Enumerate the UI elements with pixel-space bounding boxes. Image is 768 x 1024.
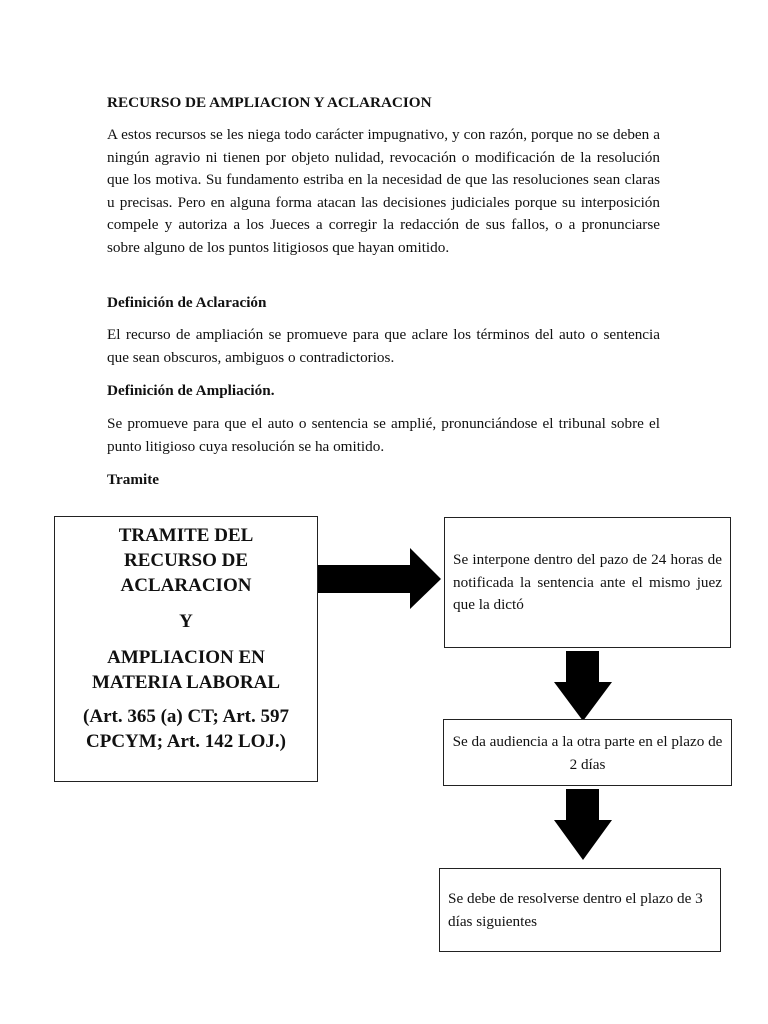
down-arrow-icon — [553, 651, 613, 722]
main-box-line4: Y — [179, 611, 193, 632]
flow-step-1 — [444, 517, 731, 648]
aclaracion-paragraph: El recurso de ampliación se promueve para que aclare los términos del auto o sentencia que sean obscuros, ambiguos o contradictorios. — [107, 326, 660, 366]
flow-step-3-text: Se debe de resolverse dentro el plazo de 3 días siguientes — [448, 890, 703, 930]
flow-step-1-text: Se interpone dentro del pazo de 24 horas de notificada la sentencia ante el mismo juez que la dictó — [453, 551, 722, 614]
main-box-line7: (Art. 365 (a) CT; Art. 597 — [83, 706, 289, 727]
main-box-line2: RECURSO DE — [123, 550, 249, 571]
flow-step-2-text: Se da audiencia a la otra parte en el plazo de 2 días — [452, 733, 723, 773]
main-box-line5: AMPLIACION EN — [107, 647, 265, 668]
intro-paragraph: A estos recursos se les niega todo carácter impugnativo, y con razón, porque no se deben a ningún agravio ni tienen por objeto nulidad, revocación o modificación de la resolución que los motiva. Su fundamento estriba en la necesidad de que las resoluciones sean claras u precisas. Pero en alguna forma atacan las decisiones judiciales porque su interposición compele y autoriza a los Jueces a corregir la redacción de sus fallos, o a pronunciarse sobre alguno de los puntos litigiosos que hayan omitido. — [107, 126, 660, 256]
tramite-heading: Tramite — [107, 471, 160, 488]
flow-step-2 — [443, 719, 732, 786]
main-box-line6: MATERIA LABORAL — [91, 672, 281, 693]
ampliacion-heading: Definición de Ampliación. — [107, 382, 275, 399]
down-arrow-icon — [553, 789, 613, 861]
aclaracion-heading: Definición de Aclaración — [107, 294, 267, 311]
main-box-line8: CPCYM; Art. 142 LOJ.) — [86, 731, 286, 752]
ampliacion-paragraph: Se promueve para que el auto o sentencia se amplié, pronunciándose el tribunal sobre el punto litigioso cuya resolución se ha omitido. — [107, 415, 660, 455]
main-box-line1: TRAMITE DEL — [118, 525, 254, 546]
flowchart-main-box — [54, 516, 318, 782]
flow-step-3 — [439, 868, 721, 952]
right-arrow-icon — [318, 548, 442, 610]
document-title: RECURSO DE AMPLIACION Y ACLARACION — [107, 94, 432, 111]
main-box-line3: ACLARACION — [120, 575, 252, 596]
